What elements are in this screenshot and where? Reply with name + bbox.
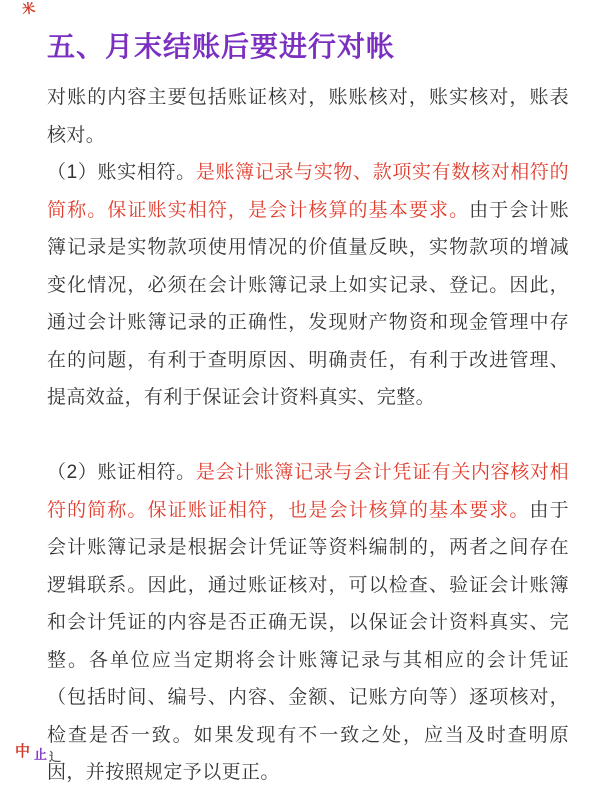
paragraph-1-text: 由于会计账簿记录是实物款项使用情况的价值量反映，实物款项的增减变化情况，必须在会计账簿记录上如实记录、登记。因此，通过会计账簿记录的正确性，发现财产物资和现金管理中存在的问题，有利于查明原因、明确责任，有利于改进管理、提高效益，有利于保证会计资料真实、完整。 xyxy=(47,199,569,408)
paragraph-2-text: 由于会计账簿记录是根据会计凭证等资料编制的，两者之间存在逻辑联系。因此，通过账证核对，可以检查、验证会计账簿和会计凭证的内容是否正确无误，以保证会计资料真实、完整。各单位应当定期将会计账簿记录与其相应的会计凭证（包括时间、编号、内容、金额、记账方向等）逐项核对，检查是否一致。如果发现有不一致之处，应当及时查明原因，并按照规定予以更正。 xyxy=(47,499,569,783)
watermark-fragment-icon: 中 xyxy=(15,743,31,760)
paragraph-2-highlight: 是会计账簿记录与会计凭证有关内容核对相符的简称。保证账证相符，也是会计核算的基本要求。 xyxy=(47,462,569,521)
intro-text: 对账的内容主要包括账证核对，账账核对，账实核对，账表核对。 xyxy=(47,87,569,146)
watermark-fragment-icon: 止 xyxy=(34,747,48,762)
paragraph-1-highlight: 是账簿记录与实物、款项实有数核对相符的简称。保证账实相符，是会计核算的基本要求。 xyxy=(47,162,569,221)
watermark-fragment-icon: 辶 xyxy=(49,750,62,764)
page-title: 五、月末结账后要进行对帐 xyxy=(47,31,396,62)
paragraph-1 xyxy=(47,154,569,417)
paragraph-1-label: （1）账实相符。 xyxy=(47,162,196,183)
intro-paragraph xyxy=(47,79,569,154)
watermark-fragment-icon: 米 xyxy=(21,0,36,17)
paragraph-2 xyxy=(47,454,569,792)
paragraph-2-label: （2）账证相符。 xyxy=(47,462,196,483)
